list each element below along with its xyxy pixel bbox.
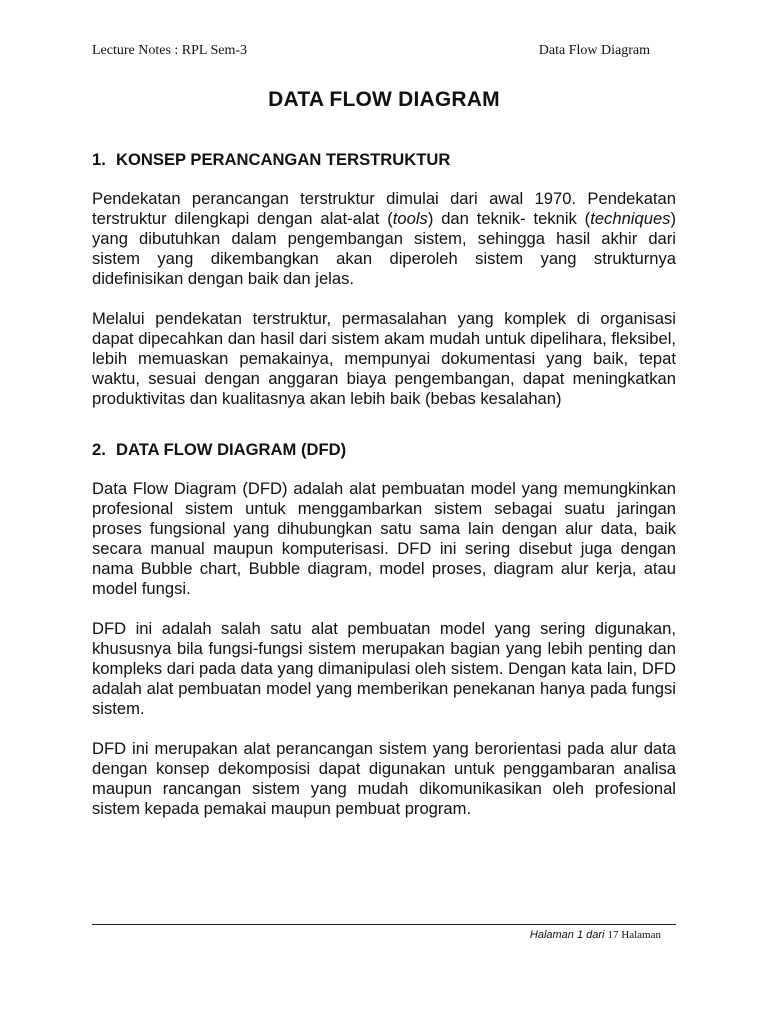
- section-2-paragraph-1: Data Flow Diagram (DFD) adalah alat pembuatan model yang memungkinkan profesional sistem untuk menggambarkan sistem sebagai suatu jaringan proses fungsional yang dihubungkan satu sama lain dengan alur data, baik secara manual maupun komputerisasi. DFD ini sering disebut juga dengan nama Bubble chart, Bubble diagram, model proses, diagram alur kerja, atau model fungsi.: [92, 479, 676, 598]
- italic-term-techniques: techniques: [590, 209, 671, 228]
- footer-divider: [92, 924, 676, 925]
- section-1-paragraph-1: [92, 189, 676, 289]
- paragraph-text: ) yang dibutuhkan dalam pengembangan sistem, sehingga hasil akhir dari sistem yang dikembangkan akan diperoleh sistem yang strukturnya didefinisikan dengan baik dan jelas.: [92, 209, 676, 288]
- footer-page-label: Halaman 1 dari: [529, 929, 608, 941]
- paragraph-text: ) dan teknik- teknik (: [427, 209, 591, 228]
- italic-term-tools: tools: [392, 209, 428, 228]
- section-1-heading: [92, 150, 676, 170]
- section-1-number: 1.: [92, 150, 106, 169]
- section-2-paragraph-2: DFD ini adalah salah satu alat pembuatan model yang sering digunakan, khususnya bila fungsi-fungsi sistem merupakan bagian yang lebih penting dan kompleks dari pada data yang dimanipulasi oleh sistem. Dengan kata lain, DFD adalah alat pembuatan model yang memberikan penekanan hanya pada fungsi sistem.: [92, 619, 676, 718]
- section-2-title: DATA FLOW DIAGRAM (DFD): [116, 440, 347, 459]
- section-1-title: KONSEP PERANCANGAN TERSTRUKTUR: [116, 150, 451, 169]
- running-header: [92, 43, 650, 59]
- footer-page-total: 17 Halaman: [607, 929, 661, 941]
- section-2-paragraph-3: DFD ini merupakan alat perancangan sistem yang berorientasi pada alur data dengan konsep dekomposisi dapat digunakan untuk penggambaran analisa maupun rancangan sistem yang mudah dikomunikasikan oleh profesional sistem kepada pemakai maupun pembuat program.: [92, 739, 676, 818]
- header-left: Lecture Notes : RPL Sem-3: [92, 43, 248, 58]
- section-1-paragraph-2: Melalui pendekatan terstruktur, permasalahan yang komplek di organisasi dapat dipecahkan dan hasil dari sistem akam mudah untuk dipelihara, fleksibel, lebih memuaskan pemakainya, mempunyai dokumentasi yang baik, tepat waktu, sesuai dengan anggaran biaya pengembangan, dapat meningkatkan produktivitas dan kualitasnya akan lebih baik (bebas kesalahan): [92, 309, 676, 408]
- section-2-number: 2.: [92, 440, 106, 459]
- document-title: DATA FLOW DIAGRAM: [268, 88, 500, 111]
- page-footer: [92, 929, 661, 941]
- header-right: Data Flow Diagram: [538, 43, 650, 58]
- paragraph-text: Pendekatan perancangan terstruktur dimulai dari awal 1970. Pendekatan terstruktur dilengkapi dengan alat-alat (: [92, 189, 676, 228]
- document-body: [92, 150, 676, 819]
- section-2-heading: [92, 440, 676, 460]
